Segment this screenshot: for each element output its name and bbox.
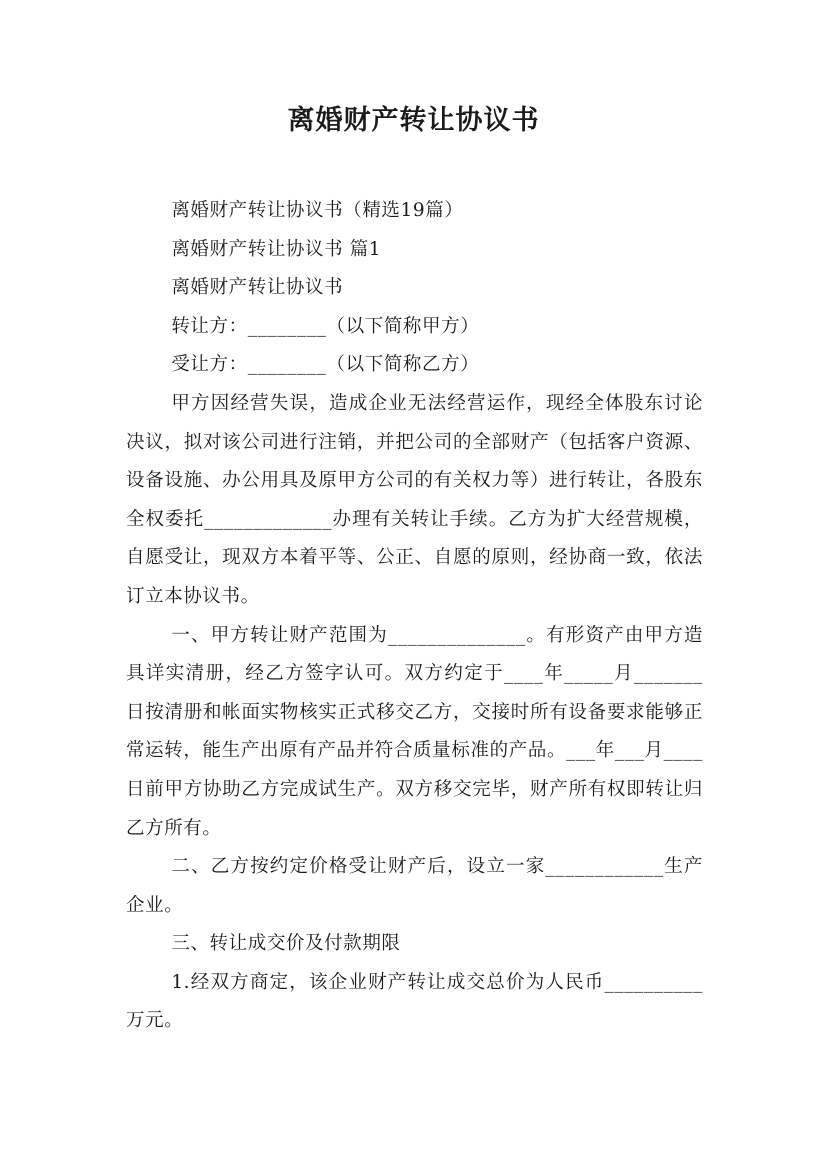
document-body xyxy=(126,192,703,1041)
paragraph-clause-3-1: 1.经双方商定，该企业财产转让成交总价为人民币__________万元。 xyxy=(126,971,703,1032)
paragraph-clause-2: 二、乙方按约定价格受让财产后，设立一家____________生产企业。 xyxy=(126,856,703,916)
paragraph-subtitle: 离婚财产转让协议书（精选19篇） xyxy=(171,200,464,221)
paragraph-clause-1: 一、甲方转让财产范围为______________。有形资产由甲方造具详实清册，经乙方签字认可。双方约定于____年_____月_______日按清册和帐面实物核实正式移交乙方，交接时所有设备要求能够正常运转，能生产出原有产品并符合质量标准的产品。___年___月____日前甲方协助乙方完成试生产。双方移交完毕，财产所有权即转让归乙方所有。 xyxy=(126,624,703,839)
paragraph-clause-3-heading: 三、转让成交价及付款期限 xyxy=(171,933,401,955)
paragraph-section-heading: 离婚财产转让协议书 篇1 xyxy=(171,238,382,260)
document-title: 离婚财产转让协议书 xyxy=(287,105,540,136)
paragraph-preamble: 甲方因经营失误，造成企业无法经营运作，现经全体股东讨论决议，拟对该公司进行注销，并把公司的全部财产（包括客户资源、设备设施、办公用具及原甲方公司的有关权力等）进行转让，各股东全权委托_____________办理有关转让手续。乙方为扩大经营规模，自愿受让，现双方本着平等、公正、自愿的原则，经协商一致，依法订立本协议书。 xyxy=(126,392,703,607)
paragraph-transferor: 转让方：________（以下简称甲方） xyxy=(171,315,480,337)
paragraph-agreement-name: 离婚财产转让协议书 xyxy=(171,277,344,299)
paragraph-transferee: 受让方：________（以下简称乙方） xyxy=(171,354,480,376)
